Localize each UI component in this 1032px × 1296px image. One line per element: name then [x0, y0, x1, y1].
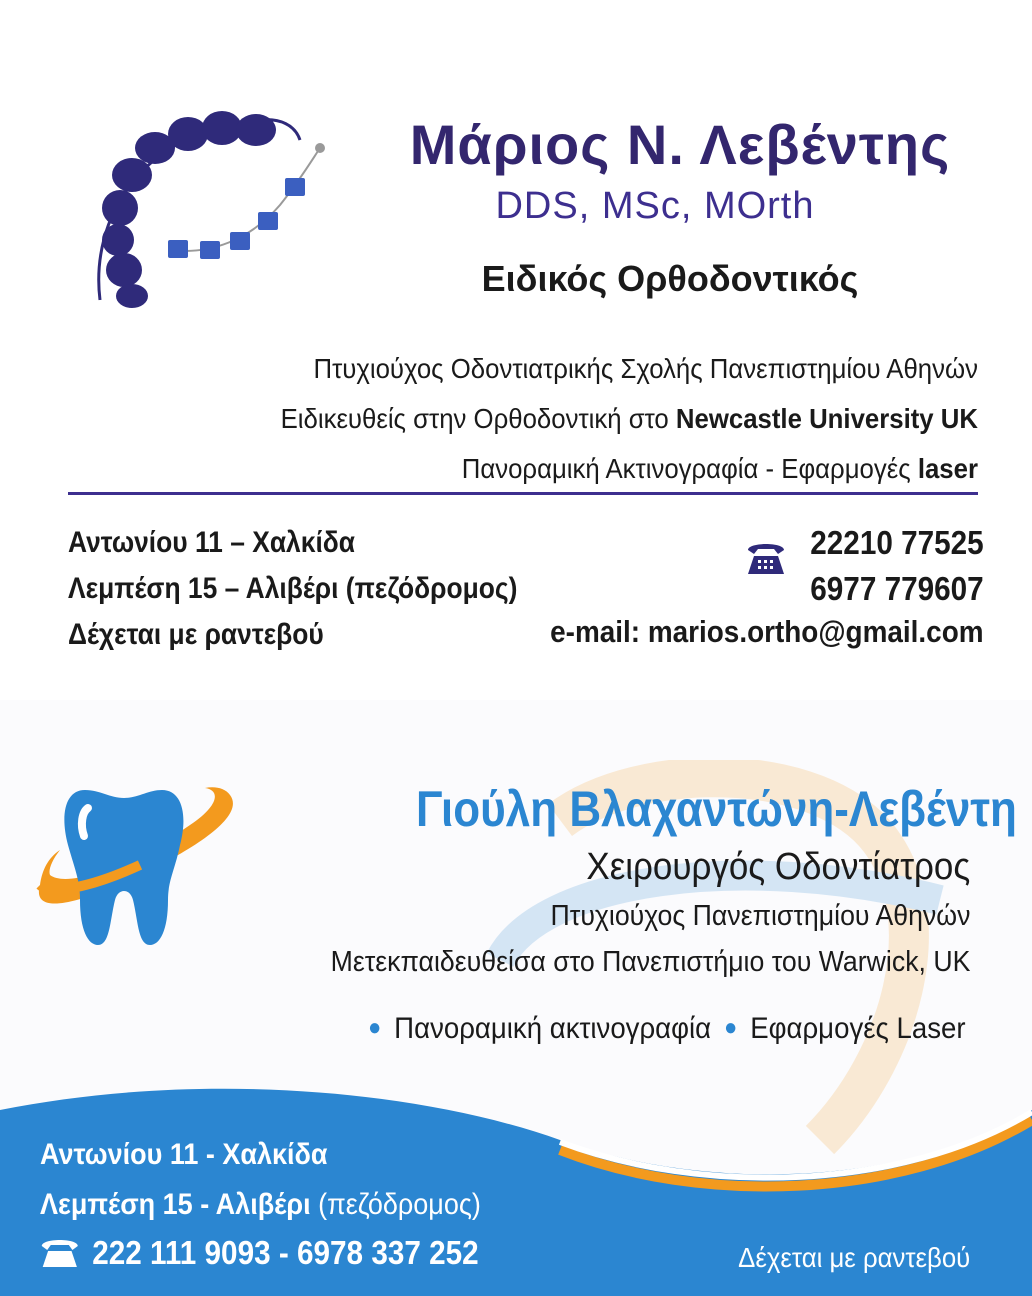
email-address[interactable]: e-mail: marios.ortho@gmail.com: [550, 614, 984, 649]
dentist-name: Γιούλη Βλαχαντώνη-Λεβέντη: [416, 781, 1017, 837]
telephone-icon: [40, 1236, 80, 1268]
dentist-title: Χειρουργός Οδοντίατρος: [586, 846, 970, 888]
telephone-icon: [744, 538, 788, 578]
phone-numbers: [811, 520, 984, 612]
qualifications: [224, 344, 978, 494]
dentist-card: [0, 700, 1032, 1296]
qualification-line: Μετεκπαιδευθείσα στο Πανεπιστήμιο του Warwick, UK: [330, 946, 970, 978]
braces-arch-icon: [80, 100, 350, 330]
bullet-icon: ●: [368, 1014, 382, 1041]
phone-row: [40, 1234, 479, 1272]
services-list: [356, 1012, 966, 1046]
appointment-note: Δέχεται με ραντεβού: [68, 618, 324, 651]
address-block: [68, 520, 517, 658]
qualification-line: Πτυχιούχος Οδοντιατρικής Σχολής Πανεπιστημίου Αθηνών: [313, 353, 979, 384]
divider: [68, 492, 978, 495]
qualification-line: Πτυχιούχος Πανεπιστημίου Αθηνών: [550, 900, 970, 932]
specialty: Ειδικός Ορθοδοντικός: [481, 258, 859, 299]
address-line: Λεμπέση 15 - Αλιβέρι (πεζόδρομος): [40, 1188, 481, 1221]
appointment-note: Δέχεται με ραντεβού: [737, 1242, 970, 1273]
address-line: Αντωνίου 11 - Χαλκίδα: [40, 1138, 328, 1171]
service-item: Πανοραμική ακτινογραφία: [394, 1012, 712, 1045]
qualification-line: Ειδικευθείς στην Ορθοδοντική στο Newcastle University UK: [280, 403, 978, 434]
degrees: DDS, MSc, MOrth: [495, 185, 815, 227]
phone-number[interactable]: 22210 77525: [810, 524, 984, 561]
address-line: Λεμπέση 15 – Αλιβέρι (πεζόδρομος): [68, 572, 518, 605]
address-block: [40, 1130, 481, 1230]
address-line: Αντωνίου 11 – Χαλκίδα: [68, 526, 356, 559]
dentist-name: Μάριος Ν. Λεβέντης: [409, 113, 951, 176]
tooth-orbit-icon: [30, 770, 240, 960]
phone-number[interactable]: 6977 779607: [810, 570, 984, 607]
phone-numbers[interactable]: 222 111 9093 - 6978 337 252: [92, 1234, 479, 1271]
qualification-line: Πανοραμική Ακτινογραφία - Εφαρμογές laser: [461, 453, 978, 484]
service-item: Εφαρμογές Laser: [750, 1012, 966, 1045]
bullet-icon: ●: [724, 1014, 738, 1041]
